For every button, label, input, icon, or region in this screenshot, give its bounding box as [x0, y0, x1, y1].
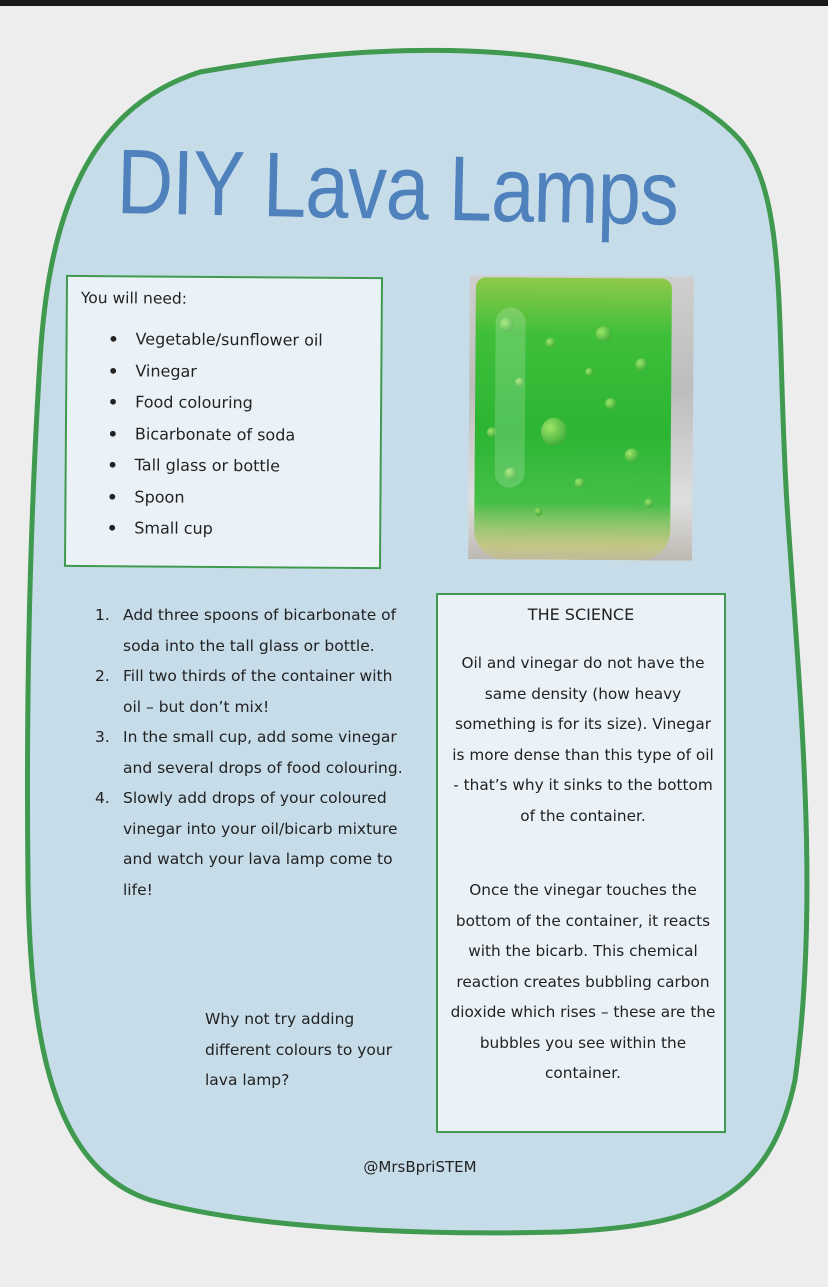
- bubble: [515, 378, 524, 387]
- bubble: [545, 338, 555, 348]
- step-number: 1.: [95, 606, 110, 624]
- step-text: Slowly add drops of your coloured vinegar into your oil/bicarb mixture and watch your lava lamp come to life!: [123, 789, 398, 899]
- bubble: [500, 317, 514, 331]
- science-panel: [436, 593, 726, 1133]
- bubble: [605, 398, 616, 409]
- lava-lamp-photo: [468, 275, 694, 561]
- step-item: [95, 783, 415, 905]
- list-item: • Small cup: [106, 518, 321, 551]
- bubble: [596, 326, 612, 342]
- bubble: [505, 467, 517, 479]
- author-credit: @MrsBpriSTEM: [363, 1158, 477, 1176]
- science-heading: THE SCIENCE: [527, 605, 635, 624]
- bubble: [575, 478, 585, 488]
- list-item: • Bicarbonate of soda: [107, 424, 322, 457]
- step-item: [95, 600, 415, 661]
- science-paragraph: Once the vinegar touches the bottom of the container, it reacts with the bicarb. This chemical reaction creates bubbling carbon dioxide which rises – these are the bubbles you see within the container.: [450, 881, 716, 1082]
- list-item: • Spoon: [106, 487, 321, 520]
- step-text: Add three spoons of bicarbonate of soda into the tall glass or bottle.: [123, 606, 397, 655]
- extension-question: Why not try adding different colours to your lava lamp?: [205, 1010, 393, 1089]
- list-item: • Vinegar: [107, 361, 322, 394]
- requirements-heading: You will need:: [80, 289, 188, 308]
- bubble: [625, 448, 639, 462]
- step-number: 2.: [95, 667, 110, 685]
- science-paragraph: Oil and vinegar do not have the same density (how heavy something is for its size). Vinegar is more dense than this type of oil - that’s why it sinks to the bottom of the container.: [452, 654, 714, 825]
- list-item: • Vegetable/sunflower oil: [107, 329, 322, 362]
- bubble: [585, 368, 593, 376]
- list-item: • Food colouring: [107, 392, 322, 425]
- step-text: In the small cup, add some vinegar and several drops of food colouring.: [123, 728, 403, 777]
- step-item: [95, 661, 415, 722]
- requirements-list: [106, 329, 323, 551]
- step-item: [95, 722, 415, 783]
- step-number: 3.: [95, 728, 110, 746]
- list-item: • Tall glass or bottle: [107, 455, 322, 488]
- instruction-steps: [95, 600, 415, 905]
- page-title: DIY Lava Lamps: [115, 129, 680, 245]
- bubble: [541, 418, 567, 446]
- step-number: 4.: [95, 789, 110, 807]
- requirements-panel: [64, 275, 383, 569]
- bubble: [487, 427, 497, 437]
- photo-shadow: [468, 499, 692, 561]
- step-text: Fill two thirds of the container with oil – but don’t mix!: [123, 667, 393, 716]
- bubble: [635, 358, 647, 370]
